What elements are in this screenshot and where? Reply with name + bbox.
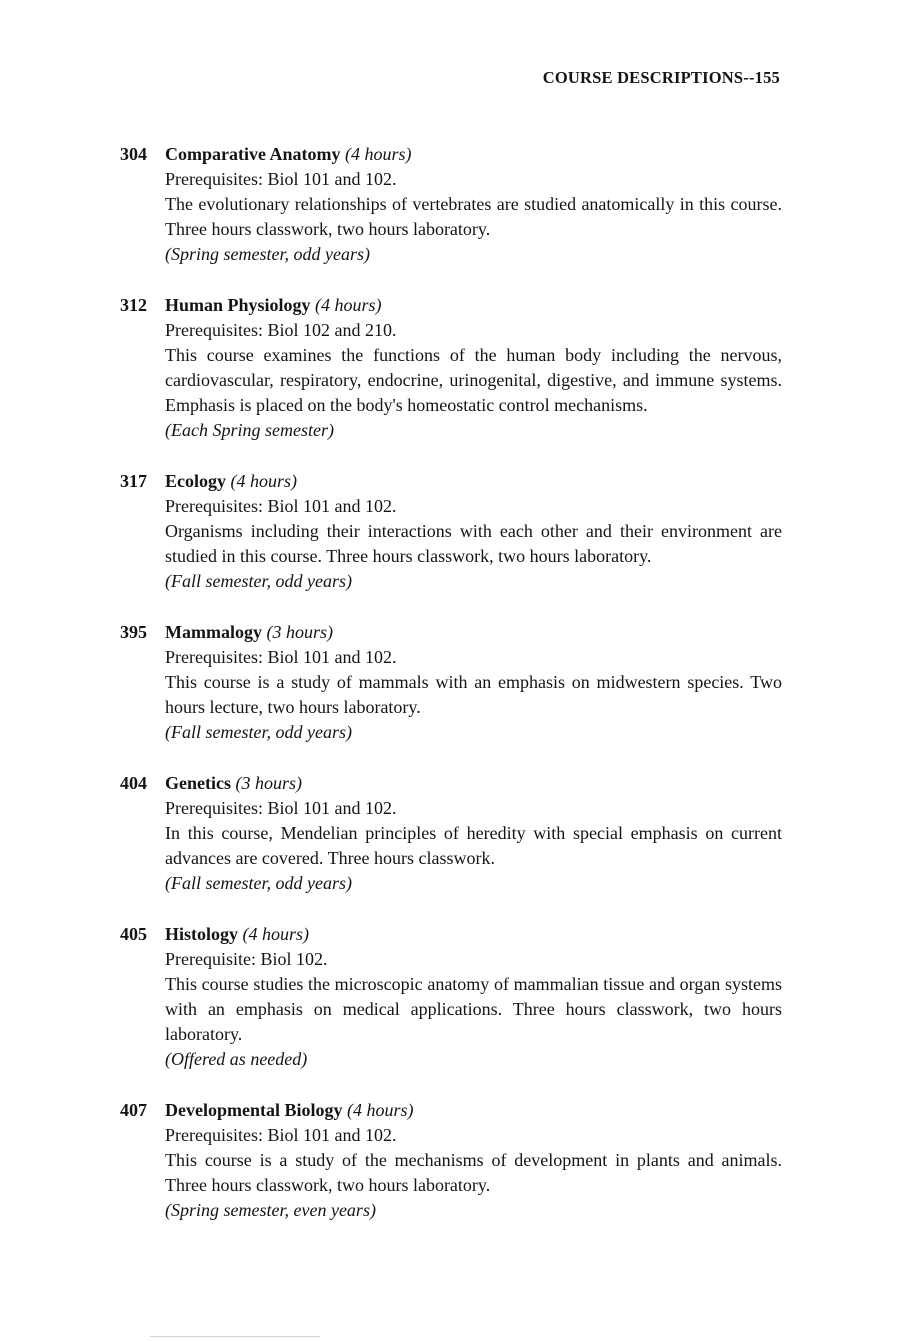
course-hours: (4 hours)	[230, 471, 297, 491]
course-hours: (4 hours)	[344, 144, 412, 164]
course-code: 395	[120, 622, 147, 642]
course-hours: (4 hours)	[315, 295, 382, 315]
course-prerequisites: Prerequisites: Biol 101 and 102.	[165, 496, 397, 516]
course-offered: (Fall semester, odd years)	[165, 722, 352, 742]
course-offered: (Fall semester, odd years)	[165, 571, 352, 591]
course-description: This course studies the microscopic anatomy of mammalian tissue and organ systems with an emphasis on medical applications. Three hours classwork, two hours laboratory.	[165, 974, 782, 1044]
course-prerequisites: Prerequisites: Biol 101 and 102.	[165, 1125, 397, 1145]
course-prerequisites: Prerequisites: Biol 102 and 210.	[165, 320, 397, 340]
course-offered: (Offered as needed)	[165, 1049, 308, 1069]
course-list	[120, 142, 782, 1249]
course-entry-312	[120, 293, 782, 443]
course-prerequisites: Prerequisite: Biol 102.	[165, 949, 328, 969]
course-entry-304	[120, 142, 782, 267]
course-title: Comparative Anatomy	[165, 144, 341, 164]
course-code: 407	[120, 1100, 147, 1120]
course-entry-405	[120, 922, 782, 1072]
course-entry-407	[120, 1098, 782, 1223]
course-entry-404	[120, 771, 782, 896]
course-offered: (Spring semester, odd years)	[165, 244, 370, 264]
course-title: Histology	[165, 924, 239, 944]
course-title: Developmental Biology	[165, 1100, 343, 1120]
course-offered: (Each Spring semester)	[165, 420, 334, 440]
course-description: In this course, Mendelian principles of heredity with special emphasis on current advances are covered. Three hours classwork.	[165, 823, 782, 868]
footer-divider	[150, 1336, 320, 1337]
course-code: 304	[120, 144, 147, 164]
course-hours: (3 hours)	[235, 773, 302, 793]
course-code: 405	[120, 924, 147, 944]
course-hours: (4 hours)	[347, 1100, 414, 1120]
course-hours: (4 hours)	[242, 924, 310, 944]
course-title: Mammalogy	[165, 622, 262, 642]
course-description: This course is a study of mammals with an emphasis on midwestern species. Two hours lecture, two hours laboratory.	[165, 672, 782, 717]
page-header: COURSE DESCRIPTIONS--155	[542, 68, 780, 87]
course-code: 312	[120, 295, 147, 315]
course-description: The evolutionary relationships of vertebrates are studied anatomically in this course. Three hours classwork, two hours laboratory.	[165, 194, 782, 239]
course-description: This course is a study of the mechanisms of development in plants and animals. Three hours classwork, two hours laboratory.	[165, 1150, 782, 1195]
course-code: 404	[120, 773, 147, 793]
course-offered: (Fall semester, odd years)	[165, 873, 352, 893]
course-prerequisites: Prerequisites: Biol 101 and 102.	[165, 169, 397, 189]
course-description: Organisms including their interactions with each other and their environment are studied in this course. Three hours classwork, two hours laboratory.	[165, 521, 782, 566]
course-prerequisites: Prerequisites: Biol 101 and 102.	[165, 798, 397, 818]
course-description: This course examines the functions of the human body including the nervous, cardiovascular, respiratory, endocrine, urinogenital, digestive, and immune systems. Emphasis is placed on the body's homeostatic control mechanisms.	[165, 345, 782, 415]
course-title: Human Physiology	[165, 295, 311, 315]
course-prerequisites: Prerequisites: Biol 101 and 102.	[165, 647, 397, 667]
course-title: Ecology	[165, 471, 226, 491]
course-entry-395	[120, 620, 782, 745]
course-offered: (Spring semester, even years)	[165, 1200, 376, 1220]
course-code: 317	[120, 471, 147, 491]
course-entry-317	[120, 469, 782, 594]
course-hours: (3 hours)	[266, 622, 333, 642]
course-title: Genetics	[165, 773, 231, 793]
